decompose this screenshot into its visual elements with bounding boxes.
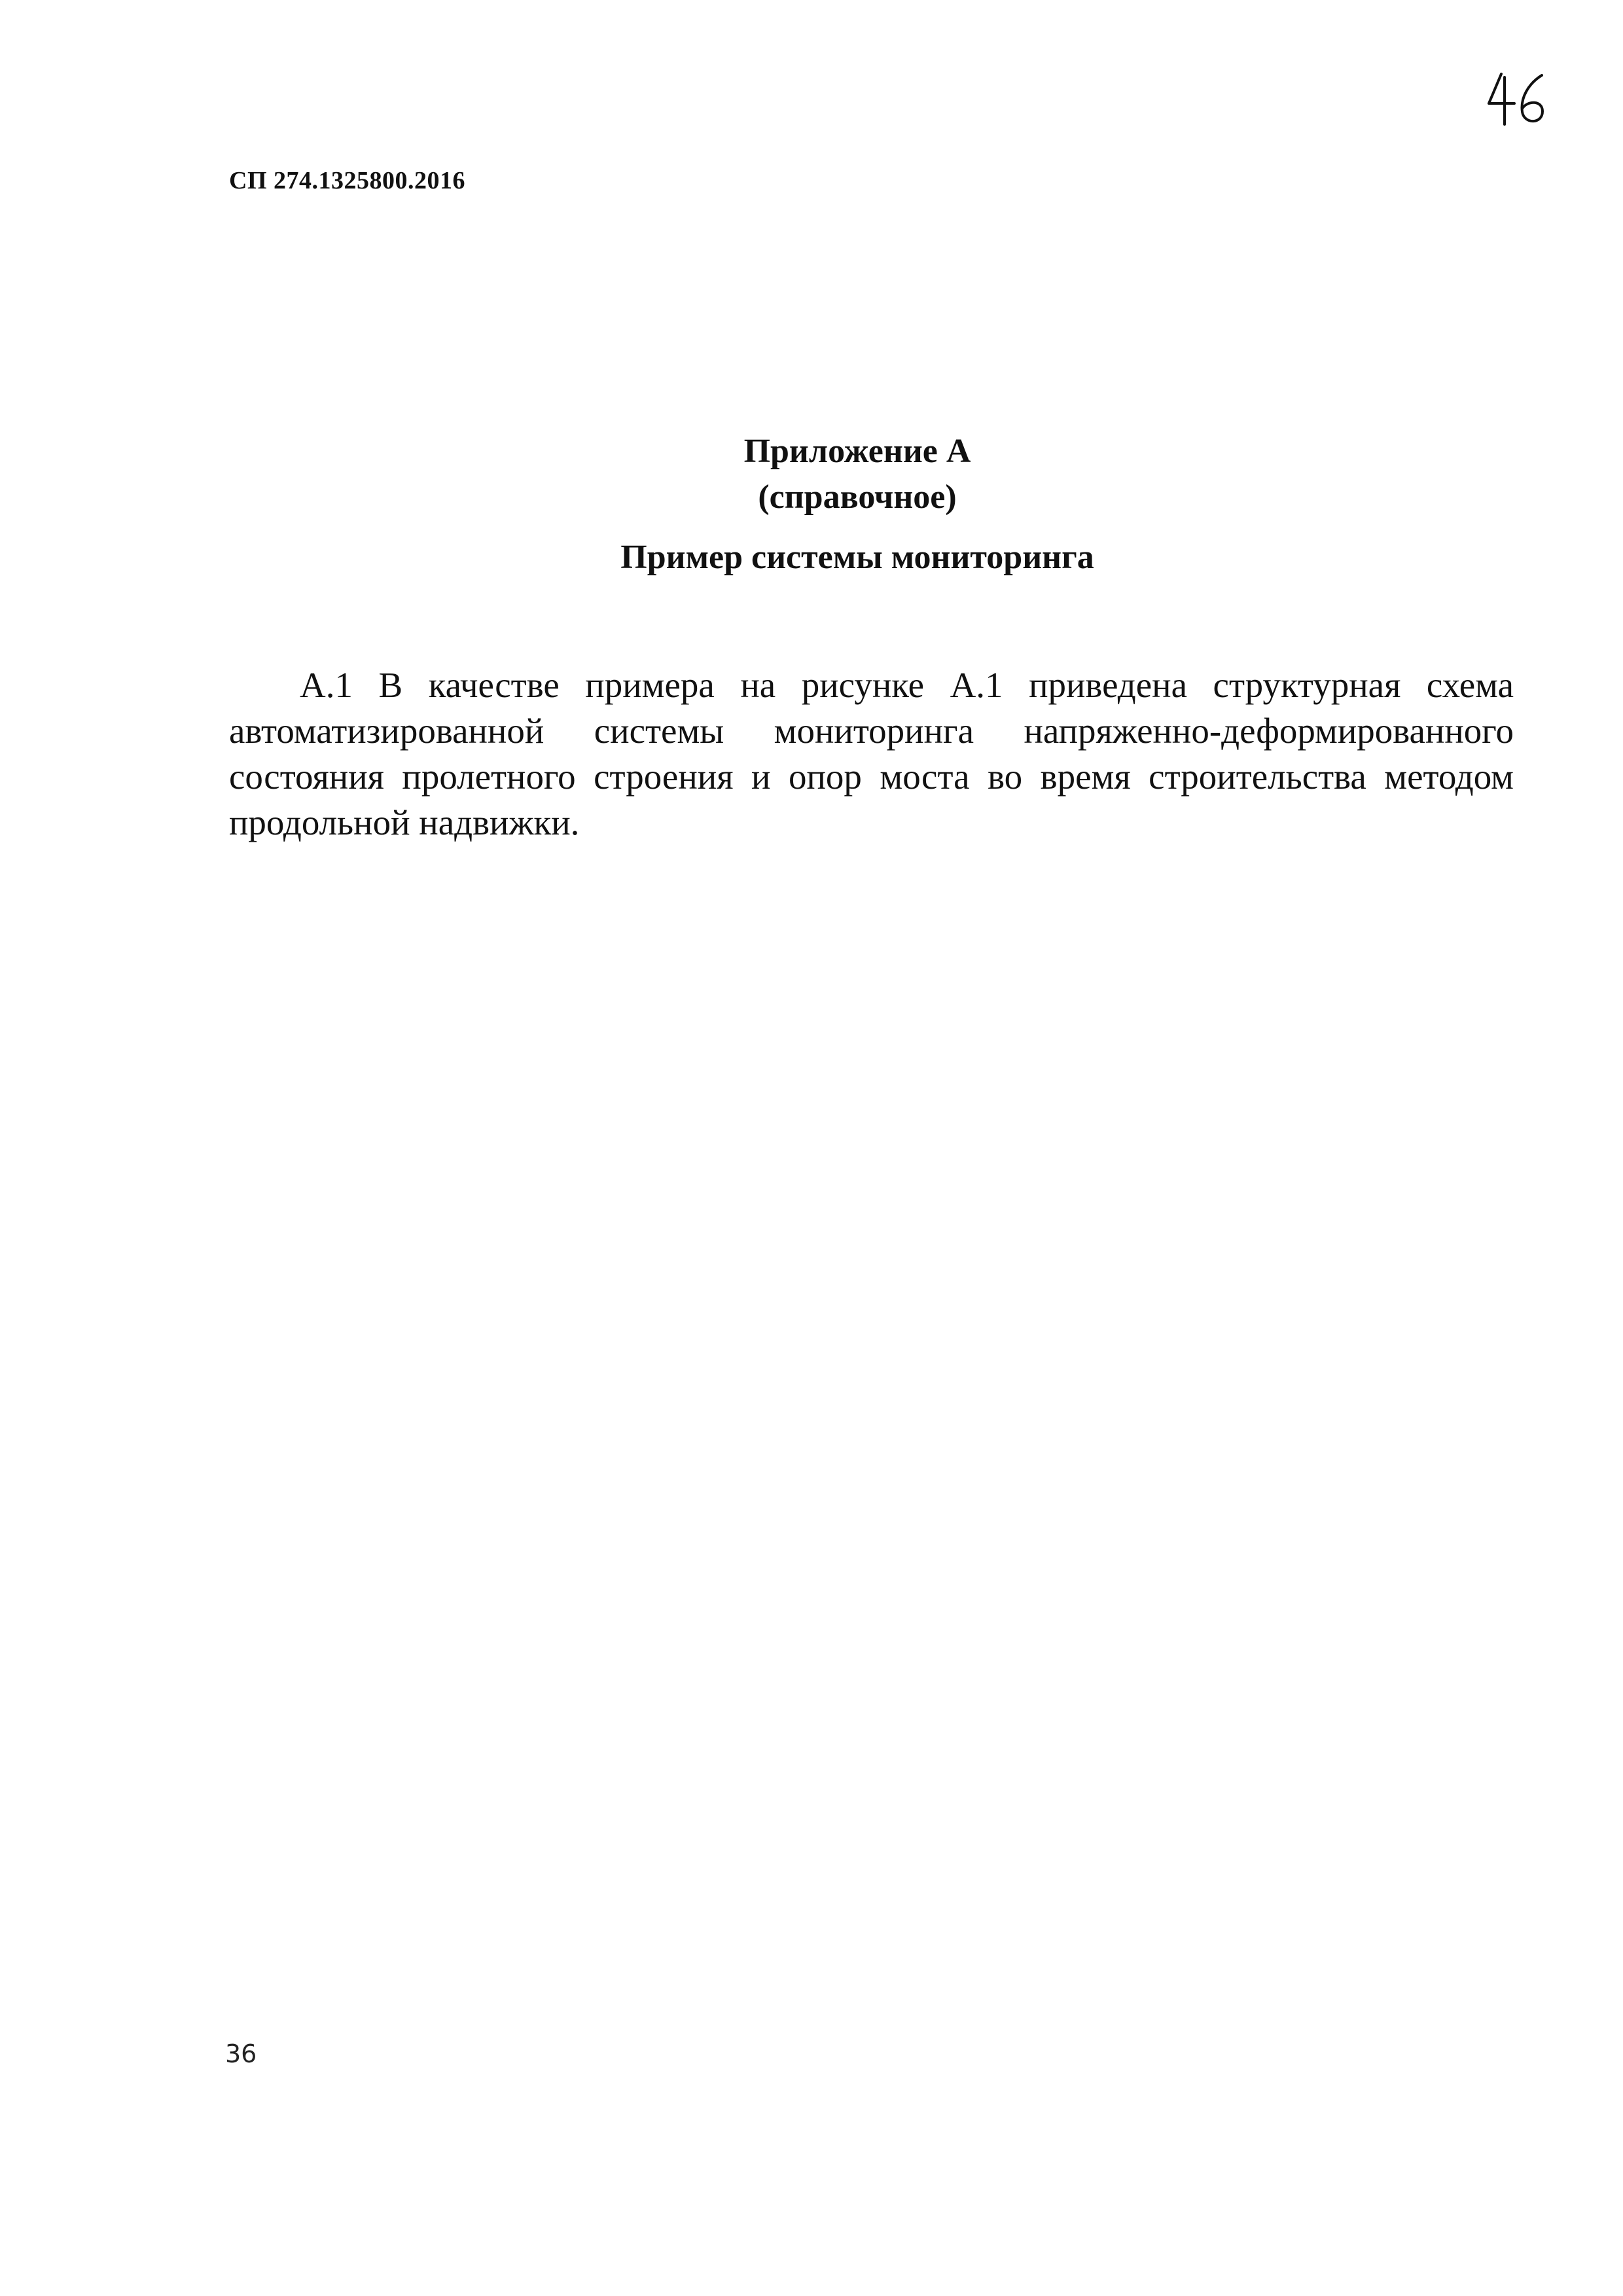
document-code: СП 274.1325800.2016	[229, 167, 465, 194]
handwritten-sheet-number	[1484, 71, 1550, 127]
appendix-status: (справочное)	[758, 478, 957, 516]
page-number: 36	[225, 2039, 257, 2068]
body-paragraph: А.1 В качестве примера на рисунке А.1 приведена структурная схема автоматизированной системы мониторинга напряженно-деформированного состояния пролетного строения и опор моста во время строительства методом продольной надвижки.	[229, 665, 1514, 842]
appendix-title: Пример системы мониторинга	[620, 539, 1094, 576]
appendix-heading: Приложение А	[743, 433, 971, 470]
